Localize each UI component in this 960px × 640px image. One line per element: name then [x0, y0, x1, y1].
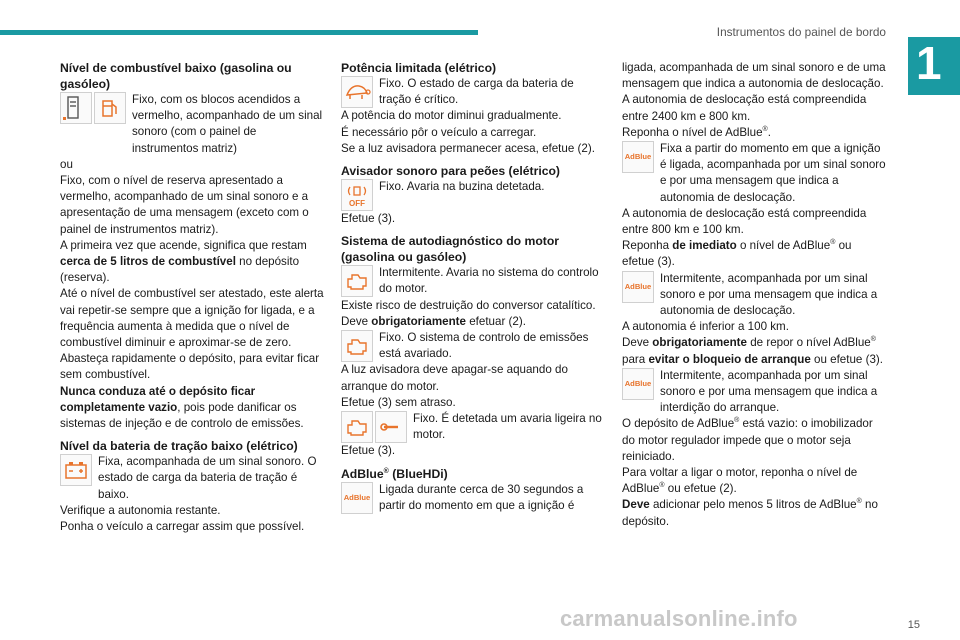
avas-warning-row [341, 179, 605, 211]
engine2-warning-row [341, 330, 605, 362]
adblue1-warning-text: Ligada durante cerca de 30 segundos a partir do momento em que a ignição é [379, 482, 584, 512]
text-light-on: Se a luz avisadora permanecer acesa, efetue (2). [341, 141, 595, 155]
engine2-warning-text: Fixo. O sistema de controlo de emissões está avariado. [379, 331, 589, 361]
heading-low-fuel: Nível de combustível baixo (gasolina ou gasóleo) [60, 61, 292, 91]
adblue2-warning-row [622, 141, 886, 206]
battery-warning-row [60, 454, 324, 503]
engine-icon [341, 330, 373, 362]
column-3 [622, 60, 886, 530]
watermark: carmanualsonline.info [560, 606, 798, 631]
text-range-800: A autonomia de deslocação está compreendida entre 800 km e 100 km. [622, 206, 867, 237]
battery-icon [60, 454, 92, 486]
text-never-empty: Nunca conduza até o depósito ficar completamente vazio, pois pode danificar os sistemas de injeção e de controlo de emissões. [60, 384, 304, 431]
adblue4-warning-text: Intermitente, acompanhada por um sinal sonoro e por uma mensagem que indica a interdição do arranque. [660, 368, 878, 415]
column-1 [60, 60, 324, 535]
engine3-warning-row [341, 411, 605, 443]
heading-battery-low: Nível da bateria de tração baixo (elétrico) [60, 439, 298, 454]
column-2 [341, 60, 605, 514]
engine1-warning-text: Intermitente. Avaria no sistema do controlo do motor. [379, 266, 599, 296]
avas-warning-text: Fixo. Avaria na buzina detetada. [379, 180, 545, 194]
text-range-100: A autonomia é inferior a 100 km. [622, 320, 789, 334]
adblue-icon: AdBlue [622, 368, 654, 400]
text-restart: Para voltar a ligar o motor, reponha o nível de AdBlue® ou efetue (2). [622, 466, 858, 496]
text-do-3: Efetue (3). [341, 212, 396, 226]
wrench-icon [375, 411, 407, 443]
text-must-do-2: Deve obrigatoriamente efetuar (2). [341, 314, 526, 328]
text-do-3-now: Efetue (3) sem atraso. [341, 395, 456, 409]
text-repeat: Até o nível de combustível ser atestado, este alerta vai repetir-se sempre que a ignição for ligada, e a frequência aumenta à medida que o nível de combustível diminuir e aproximar-se de zero. [60, 287, 324, 350]
heading-self-diagnosis: Sistema de autodiagnóstico do motor (gasolina ou gasóleo) [341, 234, 560, 265]
text-check-range: Verifique a autonomia restante. [60, 503, 221, 517]
header-bar [0, 30, 478, 35]
heading-adblue: AdBlue® (BlueHDi) [341, 466, 448, 481]
chapter-number: 1 [916, 37, 942, 89]
battery-warning-text: Fixa, acompanhada de um sinal sonoro. O estado de carga da bateria de tração é baixo. [98, 455, 317, 501]
engine-icon [341, 411, 373, 443]
text-or: ou [60, 157, 73, 171]
adblue1-warning-row [341, 482, 605, 514]
adblue2-warning-text: Fixa a partir do momento em que a ignição é ligada, acompanhada por um sinal sonoro e por uma mensagem que indica a autonomia de deslocação. [660, 142, 886, 204]
text-refill-adblue: Reponha o nível de AdBlue®. [622, 125, 771, 139]
engine1-warning-row [341, 265, 605, 297]
fuel-warning-text: Fixo, com os blocos acendidos a vermelho, acompanhado de um sinal sonoro (com o painel de instrumentos matriz) [132, 93, 323, 155]
fuel-gauge-icon [60, 92, 92, 124]
text-adblue-cont: ligada, acompanhada de um sinal sonoro e de uma mensagem que indica a autonomia de deslocação. [622, 61, 886, 91]
engine3-warning-text: Fixo. É detetada um avaria ligeira no motor. [413, 412, 602, 442]
adblue-icon-label: AdBlue [343, 492, 371, 502]
engine-icon [341, 265, 373, 297]
adblue-icon: AdBlue [622, 271, 654, 303]
page-header-title: Instrumentos do painel de bordo [716, 25, 886, 39]
page-number: 15 [907, 619, 920, 631]
text-tank-empty: O depósito de AdBlue® está vazio: o imobilizador do motor regulador impede que o motor seja reiniciado. [622, 417, 873, 463]
heading-pedestrian-horn: Avisador sonoro para peões (elétrico) [341, 164, 560, 179]
text-reserve: Fixo, com o nível de reserva apresentado a vermelho, acompanhado de um sinal sonoro e a apresentação de uma mensagem (exceto com o painel de instrumentos matriz). [60, 174, 309, 236]
power-warning-row [341, 76, 605, 108]
text-power-decrease: A potência do motor diminui gradualmente. [341, 109, 562, 123]
fuel-pump-icon [94, 92, 126, 124]
adblue3-warning-row [622, 271, 886, 320]
adblue-icon: AdBlue [622, 141, 654, 173]
text-light-off-start: A luz avisadora deve apagar-se aquando do arranque do motor. [341, 363, 568, 393]
speaker-off-icon [341, 179, 373, 211]
text-add-5-litres: Deve adicionar pelo menos 5 litros de AdBlue® no depósito. [622, 498, 878, 528]
text-refuel: Abasteça rapidamente o depósito, para evitar ficar sem combustível. [60, 352, 320, 382]
text-refill-immediately: Reponha de imediato o nível de AdBlue® ou efetue (3). [622, 239, 852, 269]
text-do-3-b: Efetue (3). [341, 444, 396, 458]
text-must-charge: É necessário pôr o veículo a carregar. [341, 125, 537, 139]
fuel-warning-row [60, 92, 324, 157]
power-warning-text: Fixo. O estado de carga da bateria de tração é crítico. [379, 77, 574, 107]
heading-limited-power: Potência limitada (elétrico) [341, 61, 497, 75]
adblue3-warning-text: Intermitente, acompanhada por um sinal sonoro e por uma mensagem que indica a autonomia de deslocação. [660, 271, 878, 318]
text-range-2400: A autonomia de deslocação está compreendida entre 2400 km e 800 km. [622, 93, 867, 123]
chapter-tab [908, 37, 960, 95]
adblue-icon [341, 482, 373, 514]
speaker-off-label: OFF [349, 199, 365, 209]
text-catalytic-risk: Existe risco de destruição do conversor catalítico. [341, 298, 596, 312]
turtle-icon [341, 76, 373, 108]
adblue4-warning-row [622, 368, 886, 417]
text-first-time: A primeira vez que acende, significa que restam cerca de 5 litros de combustível no depósito (reserva). [60, 238, 307, 285]
text-charge: Ponha o veículo a carregar assim que possível. [60, 520, 305, 534]
text-avoid-block: Deve obrigatoriamente de repor o nível AdBlue® para evitar o bloqueio de arranque ou efetue (3). [622, 336, 883, 366]
